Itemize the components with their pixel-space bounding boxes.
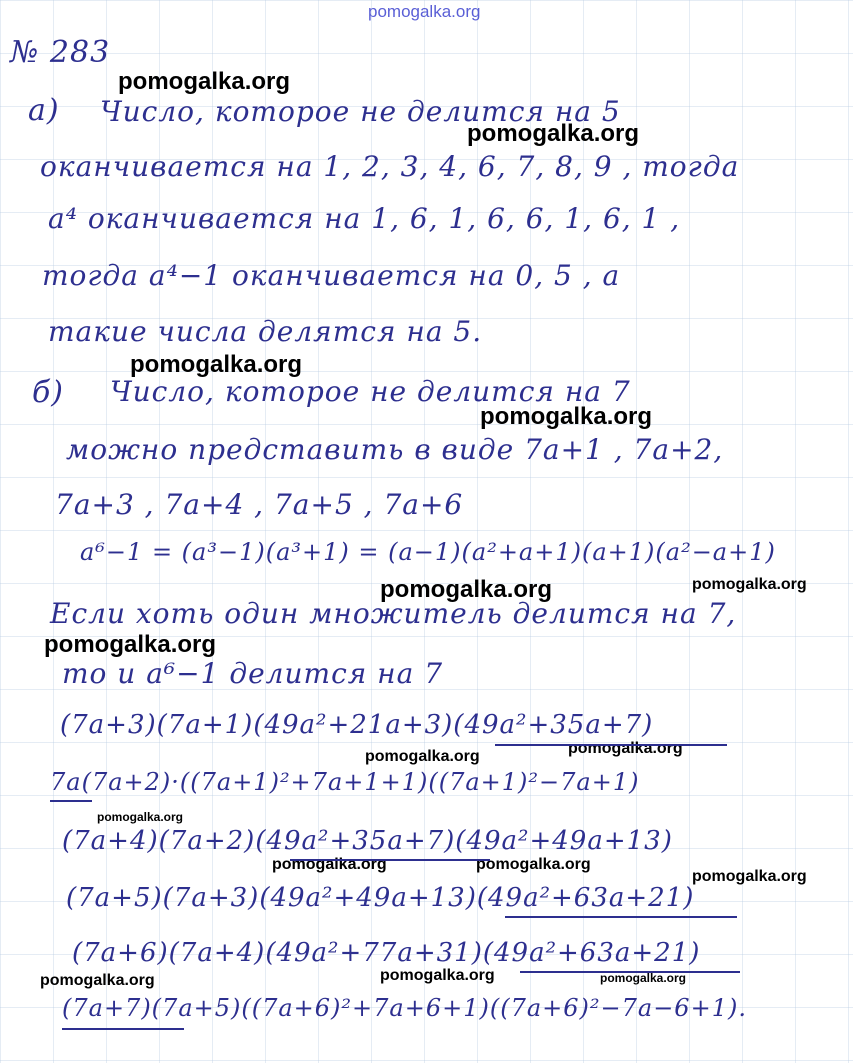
watermark-top: pomogalka.org bbox=[368, 2, 481, 21]
watermark: pomogalka.org bbox=[380, 576, 553, 603]
watermark: pomogalka.org bbox=[130, 351, 303, 378]
part-b-label: б) bbox=[32, 375, 65, 410]
part-a-line: оканчивается на 1, 2, 3, 4, 6, 7, 8, 9 , тогда bbox=[40, 150, 740, 183]
watermark: pomogalka.org bbox=[600, 971, 687, 985]
watermark: pomogalka.org bbox=[692, 868, 807, 885]
watermark: pomogalka.org bbox=[380, 967, 495, 984]
part-a-line: Число, которое не делится на 5 bbox=[100, 95, 621, 128]
part-b-line: 7a+3 , 7a+4 , 7a+5 , 7a+6 bbox=[55, 488, 464, 521]
watermark: pomogalka.org bbox=[272, 856, 387, 873]
watermark: pomogalka.org bbox=[97, 810, 184, 824]
product-line: 7a(7a+2)·((7a+1)²+7a+1+1)((7a+1)²−7a+1) bbox=[50, 768, 640, 796]
watermark: pomogalka.org bbox=[467, 120, 640, 147]
underline bbox=[50, 800, 92, 802]
part-b-line: Если хоть один множитель делится на 7, bbox=[50, 597, 737, 630]
product-line: (7a+7)(7a+5)((7a+6)²+7a+6+1)((7a+6)²−7a−6+1). bbox=[62, 994, 747, 1022]
watermark: pomogalka.org bbox=[476, 856, 591, 873]
underline bbox=[62, 1028, 184, 1030]
watermark: pomogalka.org bbox=[692, 576, 807, 593]
part-b-line: a⁶−1 = (a³−1)(a³+1) = (a−1)(a²+a+1)(a+1)(a²−a+1) bbox=[80, 538, 776, 566]
problem-number: № 283 bbox=[10, 35, 111, 70]
product-line: (7a+3)(7a+1)(49a²+21a+3)(49a²+35a+7) bbox=[60, 710, 654, 740]
product-line: (7a+5)(7a+3)(49a²+49a+13)(49a²+63a+21) bbox=[66, 883, 695, 913]
watermark: pomogalka.org bbox=[118, 68, 291, 95]
watermark: pomogalka.org bbox=[480, 403, 653, 430]
underline bbox=[505, 916, 737, 918]
part-a-line: a⁴ оканчивается на 1, 6, 1, 6, 6, 1, 6, 1 , bbox=[48, 202, 681, 235]
underline bbox=[290, 859, 490, 861]
part-a-line: тогда a⁴−1 оканчивается на 0, 5 , а bbox=[42, 259, 621, 292]
underline bbox=[520, 971, 740, 973]
watermark: pomogalka.org bbox=[44, 631, 217, 658]
underline bbox=[495, 744, 727, 746]
part-a-label: а) bbox=[28, 93, 60, 128]
watermark: pomogalka.org bbox=[365, 748, 480, 765]
watermark: pomogalka.org bbox=[40, 972, 155, 989]
part-b-line: можно представить в виде 7a+1 , 7a+2, bbox=[66, 433, 724, 466]
part-b-line: то и a⁶−1 делится на 7 bbox=[62, 657, 444, 690]
product-line: (7a+6)(7a+4)(49a²+77a+31)(49a²+63a+21) bbox=[72, 938, 701, 968]
watermark: pomogalka.org bbox=[568, 740, 683, 757]
part-a-line: такие числа делятся на 5. bbox=[48, 315, 483, 348]
product-line: (7a+4)(7a+2)(49a²+35a+7)(49a²+49a+13) bbox=[62, 826, 673, 856]
part-b-line: Число, которое не делится на 7 bbox=[110, 375, 631, 408]
